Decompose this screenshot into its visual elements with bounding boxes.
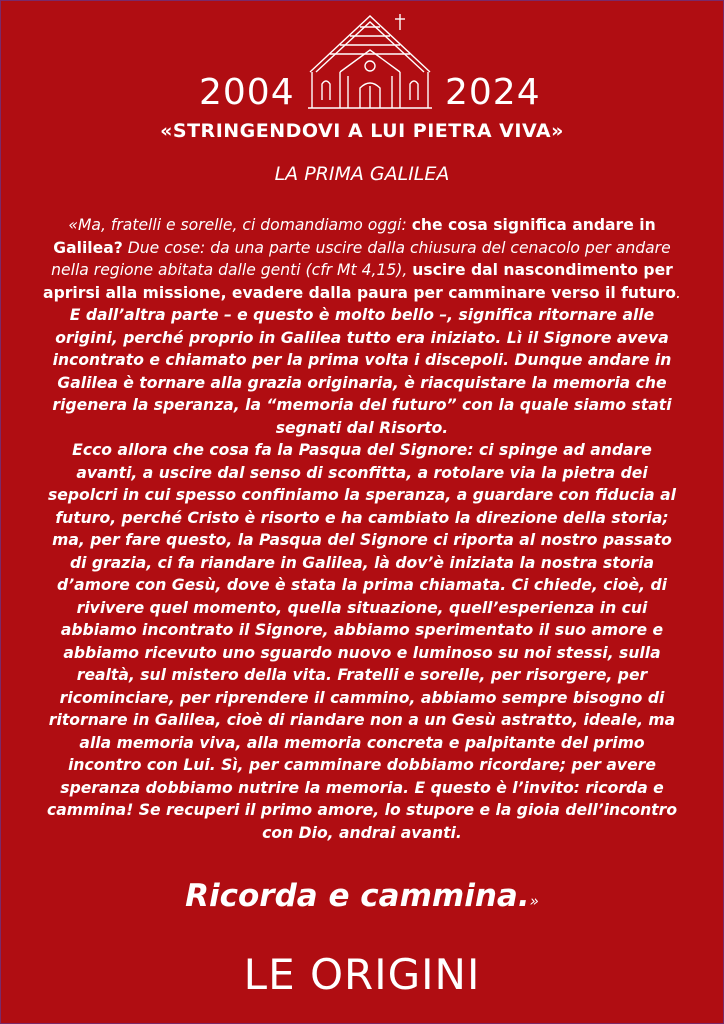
quote-line <box>10 732 714 755</box>
footer-title: LE ORIGINI <box>243 950 481 999</box>
quote-segment: incontrato e chiamato per la prima volta i discepoli. Dunque andare in <box>52 351 672 369</box>
quote-segment: sepolcri in cui spesso confiniamo la speranza, a guardare con fiducia al <box>47 486 677 504</box>
quote-line <box>10 282 714 305</box>
quote-segment: Due cose: da una parte uscire dalla chiusura del cenacolo per andare <box>122 238 671 257</box>
quote-segment: abbiamo ricevuto uno sguardo nuovo e luminoso su noi stessi, sulla <box>63 643 661 662</box>
quote-segment: E dall’altra parte – e questo è molto bello –, significa ritornare alle <box>69 306 655 324</box>
quote-segment: origini, perché proprio in Galilea tutto era iniziato. Lì il Signore aveva <box>55 328 669 347</box>
quote-segment: abbiamo incontrato il Signore, abbiamo sperimentato il suo amore e <box>60 621 664 639</box>
quote-line <box>10 664 714 687</box>
quote-segment: incontro con Lui. Sì, per camminare dobbiamo ricordare; per avere <box>68 756 656 774</box>
quote-segment: ritornare in Galilea, cioè di riandare non a un Gesù astratto, ideale, ma <box>48 711 676 729</box>
quote-line <box>10 619 714 642</box>
quote-line <box>10 394 714 417</box>
quote-line <box>10 709 714 732</box>
quote-line <box>10 799 714 822</box>
quote-segment: d’amore con Gesù, dove è stata la prima chiamata. Ci chiede, cioè, di <box>57 576 667 594</box>
quote-line <box>10 642 714 665</box>
quote-line <box>10 439 714 462</box>
quote-segment: segnati dal Risorto. <box>275 418 449 437</box>
quote-segment: futuro, perché Cristo è risorto e ha cambiato la direzione della storia; <box>55 508 669 527</box>
quote-line <box>10 754 714 777</box>
quote-segment: con Dio, andrai avanti. <box>262 823 462 842</box>
quote-line <box>10 327 714 350</box>
quote-segment: che cosa significa andare in <box>411 216 656 234</box>
quote-segment: realtà, sul mistero della vita. Fratelli e sorelle, per risorgere, per <box>76 666 648 684</box>
church-facade-icon <box>300 10 440 110</box>
quote-line <box>10 237 714 260</box>
quote-line <box>10 574 714 597</box>
closing-quote-mark: » <box>529 892 539 910</box>
quote-segment: cammina! Se recuperi il primo amore, lo stupore e la gioia dell’incontro <box>46 801 678 819</box>
quote-text <box>10 214 714 844</box>
quote-line <box>10 349 714 372</box>
quote-line <box>10 417 714 440</box>
quote-segment: «Ma, fratelli e sorelle, ci domandiamo oggi: <box>68 216 412 234</box>
quote-segment: avanti, a uscire dal senso di sconfitta, a rotolare via la pietra dei <box>76 463 648 482</box>
quote-segment: uscire dal nascondimento per <box>412 261 673 279</box>
quote-line <box>10 507 714 530</box>
quote-line <box>10 259 714 282</box>
quote-segment: rivivere quel momento, quella situazione, quell’esperienza in cui <box>76 598 648 617</box>
quote-line <box>10 214 714 237</box>
quote-segment: ricominciare, per riprendere il cammino, abbiamo sempre bisogno di <box>59 688 665 707</box>
quote-segment: ma, per fare questo, la Pasqua del Signore ci riporta al nostro passato <box>52 531 672 549</box>
subtitle: LA PRIMA GALILEA <box>274 163 450 185</box>
quote-segment: nella regione abitata dalle genti (cfr Mt 4,15), <box>51 261 413 279</box>
quote-line <box>10 484 714 507</box>
closing-line <box>0 878 724 914</box>
motto-title: «STRINGENDOVI A LUI PIETRA VIVA» <box>160 120 564 142</box>
year-end: 2024 <box>445 72 541 113</box>
quote-segment: speranza dobbiamo nutrire la memoria. E questo è l’invito: ricorda e <box>60 778 664 797</box>
quote-line <box>10 777 714 800</box>
quote-line <box>10 822 714 845</box>
quote-line <box>10 597 714 620</box>
quote-segment: di grazia, ci fa riandare in Galilea, là dov’è iniziata la nostra storia <box>70 553 654 572</box>
quote-line <box>10 462 714 485</box>
quote-line <box>10 304 714 327</box>
quote-line <box>10 552 714 575</box>
quote-segment: . <box>675 283 681 302</box>
quote-line <box>10 687 714 710</box>
closing-phrase: Ricorda e cammina. <box>185 878 530 914</box>
quote-segment: Galilea è tornare alla grazia originaria, è riacquistare la memoria che <box>57 373 667 392</box>
quote-segment: aprirsi alla missione, evadere dalla paura per camminare verso il futuro <box>43 283 676 302</box>
quote-segment: Ecco allora che cosa fa la Pasqua del Signore: ci spinge ad andare <box>72 441 652 459</box>
year-start: 2004 <box>199 72 295 113</box>
quote-segment: alla memoria viva, alla memoria concreta e palpitante del primo <box>79 733 645 752</box>
quote-line <box>10 529 714 552</box>
quote-segment: Galilea? <box>53 238 123 257</box>
quote-line <box>10 372 714 395</box>
quote-segment: rigenera la speranza, la “memoria del futuro” con la quale siamo stati <box>52 396 672 414</box>
